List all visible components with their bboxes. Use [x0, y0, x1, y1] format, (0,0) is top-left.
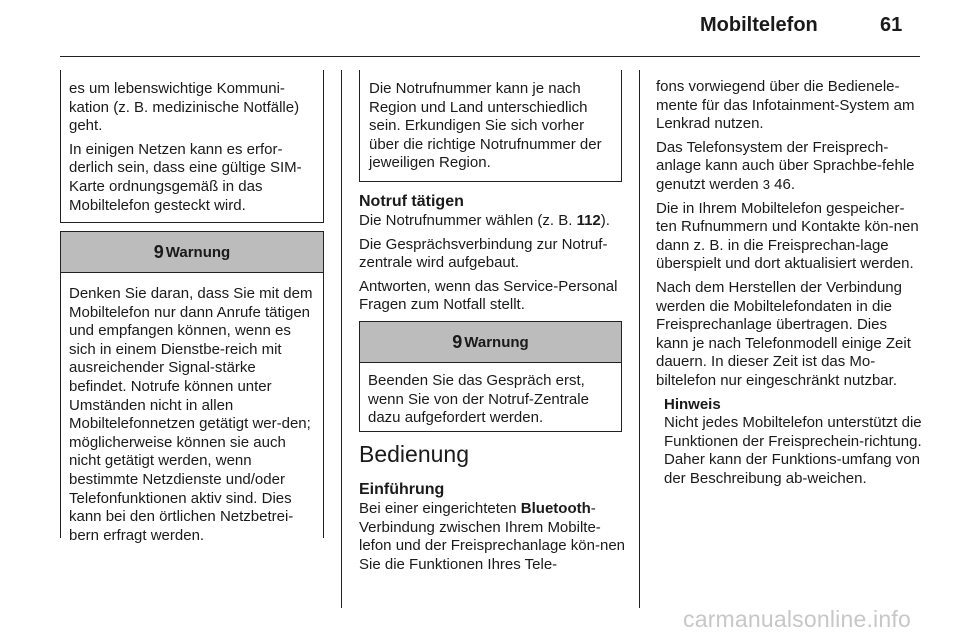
note-text: Nicht jedes Mobiltelefon unterstützt die Funktionen der Freisprechein-richtung. Daher kann der Funktions-umfang von der Beschreibung ab-weichen. — [664, 414, 922, 487]
notruf-text-3: Antworten, wenn das Service-Personal Fragen zum Notfall stellt. — [359, 277, 618, 314]
page-title: Mobiltelefon — [700, 14, 818, 36]
warning-box-2 — [359, 321, 622, 432]
warning-title: Warnung — [165, 243, 231, 261]
notice-box-1 — [60, 70, 324, 223]
col3-text-4: Nach dem Herstellen der Verbindung werden die Mobiltelefondaten in die Freisprechanlage übertragen. Dies kann je nach Telefonmodell einige Zeit dauern. In dieser Zeit ist das Mo-biltelefon nur eingeschränkt nutzbar. — [656, 278, 911, 389]
col3-text-2-body: Das Telefonsystem der Freisprech-anlage kann auch über Sprachbe-fehle genutzt werden — [656, 138, 915, 193]
col3-text-1: fons vorwiegend über die Bedienele-mente für das Infotainment-System am Lenkrad nutzen. — [656, 78, 915, 133]
page-number: 61 — [880, 14, 903, 36]
watermark: carmanualsonline.info — [683, 606, 911, 632]
warning-box-1 — [60, 231, 324, 544]
col3-text-3: Die in Ihrem Mobiltelefon gespeicher-ten Rufnummern und Kontakte kön-nen dann z. B. in die Freisprechan-lage überspielt und dort aktualisiert werden. — [656, 199, 919, 273]
section-heading-notruf: Notruf tätigen — [359, 193, 464, 210]
notice-box-2 — [359, 70, 622, 182]
notice-text-1: es um lebenswichtige Kommuni-kation (z. B. medizinische Notfälle) geht. — [69, 80, 300, 135]
column-divider-1 — [341, 70, 342, 608]
note-label: Hinweis — [664, 395, 721, 413]
warning-text: Denken Sie daran, dass Sie mit dem Mobiltelefon nur dann Anrufe tätigen und empfangen können, wenn es sich in einem Dienstbe-reich mit ausreichender Signal-stärke befindet. Notrufe können unter Umständen nicht in allen Mobiltelefonnetzen getätigt wer-den; möglicherweise können sie auch nicht getätigt werden, wenn bestimmte Netzdienste und/oder Telefonfunktionen aktiv sind. Dies kann bei den örtlichen Netzbetrei-bern erfragt werden. — [69, 285, 313, 544]
header-rule — [60, 56, 920, 57]
col3-text-2 — [656, 139, 922, 195]
chapter-heading: Bedienung — [359, 441, 469, 467]
notice-text-3: Die Notrufnummer kann je nach Region und Land unterschiedlich sein. Erkundigen Sie sich vorher über die richtige Notrufnummer der jeweiligen Region. — [369, 80, 602, 172]
warning-header-2 — [360, 322, 621, 363]
warning-body — [61, 273, 323, 553]
page-reference: 46. — [769, 175, 796, 193]
warning-title-2: Warnung — [464, 333, 529, 351]
warning-icon: 9 — [153, 241, 164, 262]
column-3 — [656, 78, 922, 488]
notruf-text-1 — [359, 212, 625, 231]
section-bedienung — [359, 440, 625, 574]
note-block — [664, 396, 922, 489]
notruf-text-2: Die Gesprächsverbindung zur Notruf-zentrale wird aufgebaut. — [359, 235, 608, 272]
column-divider-2 — [639, 70, 640, 608]
warning-body-2 — [360, 363, 621, 436]
warning-header — [61, 232, 323, 273]
intro-text — [359, 500, 625, 574]
warning-text-2: Beenden Sie das Gespräch erst, wenn Sie von der Notruf-Zentrale dazu aufgefordert werden. — [368, 372, 589, 427]
intro-prefix: Bei einer eingerichteten — [359, 500, 521, 517]
subheading-einfuehrung: Einführung — [359, 481, 445, 498]
warning-icon-2: 9 — [452, 331, 463, 352]
emergency-number: 112 — [576, 212, 601, 229]
notruf-text-1-suffix: ). — [600, 212, 610, 229]
bluetooth-term: Bluetooth — [520, 500, 591, 517]
intro-suffix: -Verbindung zwischen Ihrem Mobilte-lefon und der Freisprechanlage kön-nen Sie die Funktionen Ihres Tele- — [359, 500, 626, 573]
page-reference-icon: 3 — [762, 176, 770, 192]
notruf-text-1-prefix: Die Notrufnummer wählen (z. B. — [359, 212, 577, 229]
section-notruf — [359, 192, 625, 315]
notice-text-2: In einigen Netzen kann es erfor-derlich sein, dass eine gültige SIM-Karte ordnungsgemäß in das Mobiltelefon gesteckt wird. — [69, 140, 302, 214]
